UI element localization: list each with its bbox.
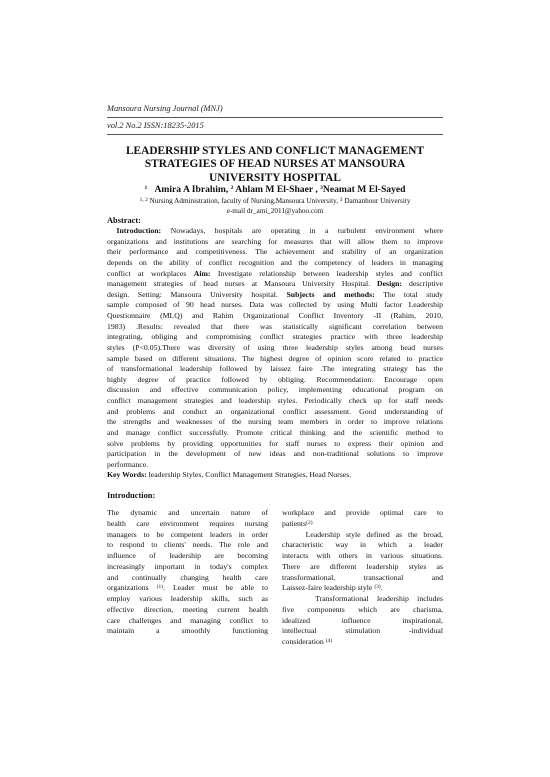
abstract-line: solve problems by providing opportunities for staff nurses to express their opinion and <box>107 438 443 448</box>
abstract-line: and problems and conduct an organizational conflict assessment. Good understanding of <box>107 406 443 416</box>
body-line: increasingly important in today's complex <box>107 561 268 571</box>
abstract-line: participation in the development of new ideas and non-traditional solutions to improve <box>107 449 443 459</box>
body-line: effective direction, meeting current health <box>107 604 268 614</box>
abstract-line: highly degree of practice followed by obliging. Recommendation: Encourage open <box>107 374 443 384</box>
body-line: five components which are charisma, <box>282 604 443 614</box>
body-line: idealized influence inspirational, <box>282 615 443 625</box>
body-line: characteristic way in which a leader <box>282 540 443 550</box>
abstract-line: Introduction: Nowadays, hospitals are operating in a turbulent environment where <box>116 226 443 235</box>
title-line: UNIVERSITY HOSPITAL <box>209 171 341 184</box>
body-line: interacts with others in various situations. <box>282 551 443 560</box>
body-line: employ various leadership skills, such as <box>107 594 268 603</box>
keywords-text: leadership Styles, Conflict Management Strategies, Head Nurses. <box>146 470 352 480</box>
body-line: Leadership style defined as the broad, <box>282 529 443 539</box>
body-line: influence of leadership are becoming <box>107 551 268 560</box>
header-rule <box>107 134 443 135</box>
keywords-line <box>107 470 443 481</box>
abstract-line: of transformational leadership followed by laissez faire .The integrating strategy has the <box>107 364 443 374</box>
abstract-line: conflict management strategies and leadership styles. Periodically check up for staff needs <box>107 396 443 405</box>
abstract-line: management strategies of head nurses at Mansoura University Hospital. Design: descriptive <box>107 279 443 289</box>
body-line: workplace and provide optimal care to <box>282 508 443 517</box>
citation-marker: (1) <box>156 584 164 591</box>
abstract-line: their performance and competitiveness. The achievement and stability of an organization <box>107 247 443 257</box>
abstract-line: performance. <box>107 459 149 469</box>
body-line: There are different leadership styles as <box>282 561 443 571</box>
abstract-line: integrating, obliging and compromising conflict strategies practice with three leadership <box>107 332 443 342</box>
body-line: care challenges and managing conflict to <box>107 615 268 625</box>
body-line: and continually changing health care <box>107 572 268 582</box>
abstract-line: Questionnaire (MLQ) and Rahim Organizational Conflict Inventory -II (Rahim, 2010, <box>107 311 443 320</box>
introduction-heading: Introduction: <box>107 491 156 500</box>
abstract-heading: Abstract: <box>107 216 141 225</box>
volume-info: vol.2 No.2 ISSN:18235-2015 <box>107 121 204 130</box>
affiliation-marker: 1, 2 <box>139 196 148 203</box>
journal-name: Mansoura Nursing Journal (MNJ) <box>107 104 223 113</box>
author-marker: 1 <box>144 185 148 191</box>
author-marker: 2 <box>230 185 234 191</box>
abstract-line: design. Setting: Mansoura University hospital. Subjects and methods: The total study <box>107 289 443 299</box>
abstract-line: conflict at workplaces Aim: Investigate relationship between leadership styles and conflict <box>107 268 443 278</box>
author-marker: 3 <box>320 185 323 191</box>
abstract-line: organizations and institutions are searching for measures that will allow them to improve <box>107 236 443 246</box>
paper-title <box>107 145 443 185</box>
affiliation <box>107 197 443 207</box>
body-line: The dynamic and uncertain nature of <box>107 508 268 517</box>
citation-marker: (2) <box>306 519 313 526</box>
abstract-line: 1983) .Results: revealed that there was statistically significant correlation between <box>107 321 443 331</box>
body-line: consideration $^{(4)}$ <box>282 637 333 646</box>
keywords-label: Key Words: <box>107 470 147 480</box>
body-line: organizations $^{(1)}$. Leader must be able to <box>107 583 268 593</box>
abstract-body <box>107 226 443 481</box>
body-line: to respond to clients' needs. The role and <box>107 540 268 550</box>
affiliation-marker: 3 <box>339 196 343 203</box>
title-line: STRATEGIES OF HEAD NURSES AT MANSOURA <box>144 158 406 171</box>
abstract-line: discussion and effective communication policy, implementing educational program on <box>107 385 443 395</box>
author-list <box>107 184 443 195</box>
body-line: maintain a smoothly functioning <box>107 626 268 636</box>
abstract-line: sample based on different situations. The highest degree of opinion score related to practice <box>107 353 443 363</box>
body-line: health care environment requires nursing <box>107 518 268 528</box>
author-name: Amira A Ibrahim, <box>154 184 229 195</box>
citation-marker: (3) <box>374 584 381 591</box>
author-name: Ahlam M El-Shaer , <box>235 184 318 195</box>
affiliation-text: Nursing Administration, faculty of Nursing,Mansoura University, <box>149 196 338 205</box>
body-line: intellectual stimulation -individual <box>282 626 443 636</box>
body-line: Transformational leadership includes <box>282 594 443 603</box>
citation-marker: (4) <box>325 638 333 644</box>
introduction-right-column <box>282 508 443 648</box>
body-line: patients$^{(2)}$ <box>282 518 313 528</box>
body-line: Laissez-faire leadership style $^{(3)}$. <box>282 583 383 593</box>
abstract-line: depends on the ability of conflict recognition and the competency of leaders in managing <box>107 257 443 267</box>
author-email: e-mail dr_ami_2011@yahoo.com <box>226 206 324 215</box>
header-rule <box>107 117 443 118</box>
body-line: transformational, transactional and <box>282 572 443 582</box>
body-line: managers to be competent leaders in order <box>107 529 268 539</box>
abstract-line: and manage conflict successfully. Promote critical thinking and the scientific method to <box>107 427 443 437</box>
abstract-line: styles (P<0.05).There was diversity of using three leadership styles among head nurses <box>107 342 443 352</box>
author-name: Neamat M El-Sayed <box>322 184 406 195</box>
title-line: LEADERSHIP STYLES AND CONFLICT MANAGEMENT <box>125 145 425 157</box>
abstract-line: sample composed of 90 head nurses. Data was collected by using Multi factor Leadership <box>107 300 443 310</box>
abstract-line: the strengths and weaknesses of the nursing team members in order to improve relations <box>107 417 443 427</box>
affiliation-text: Damanhour University <box>344 196 411 205</box>
introduction-left-column <box>107 508 268 637</box>
